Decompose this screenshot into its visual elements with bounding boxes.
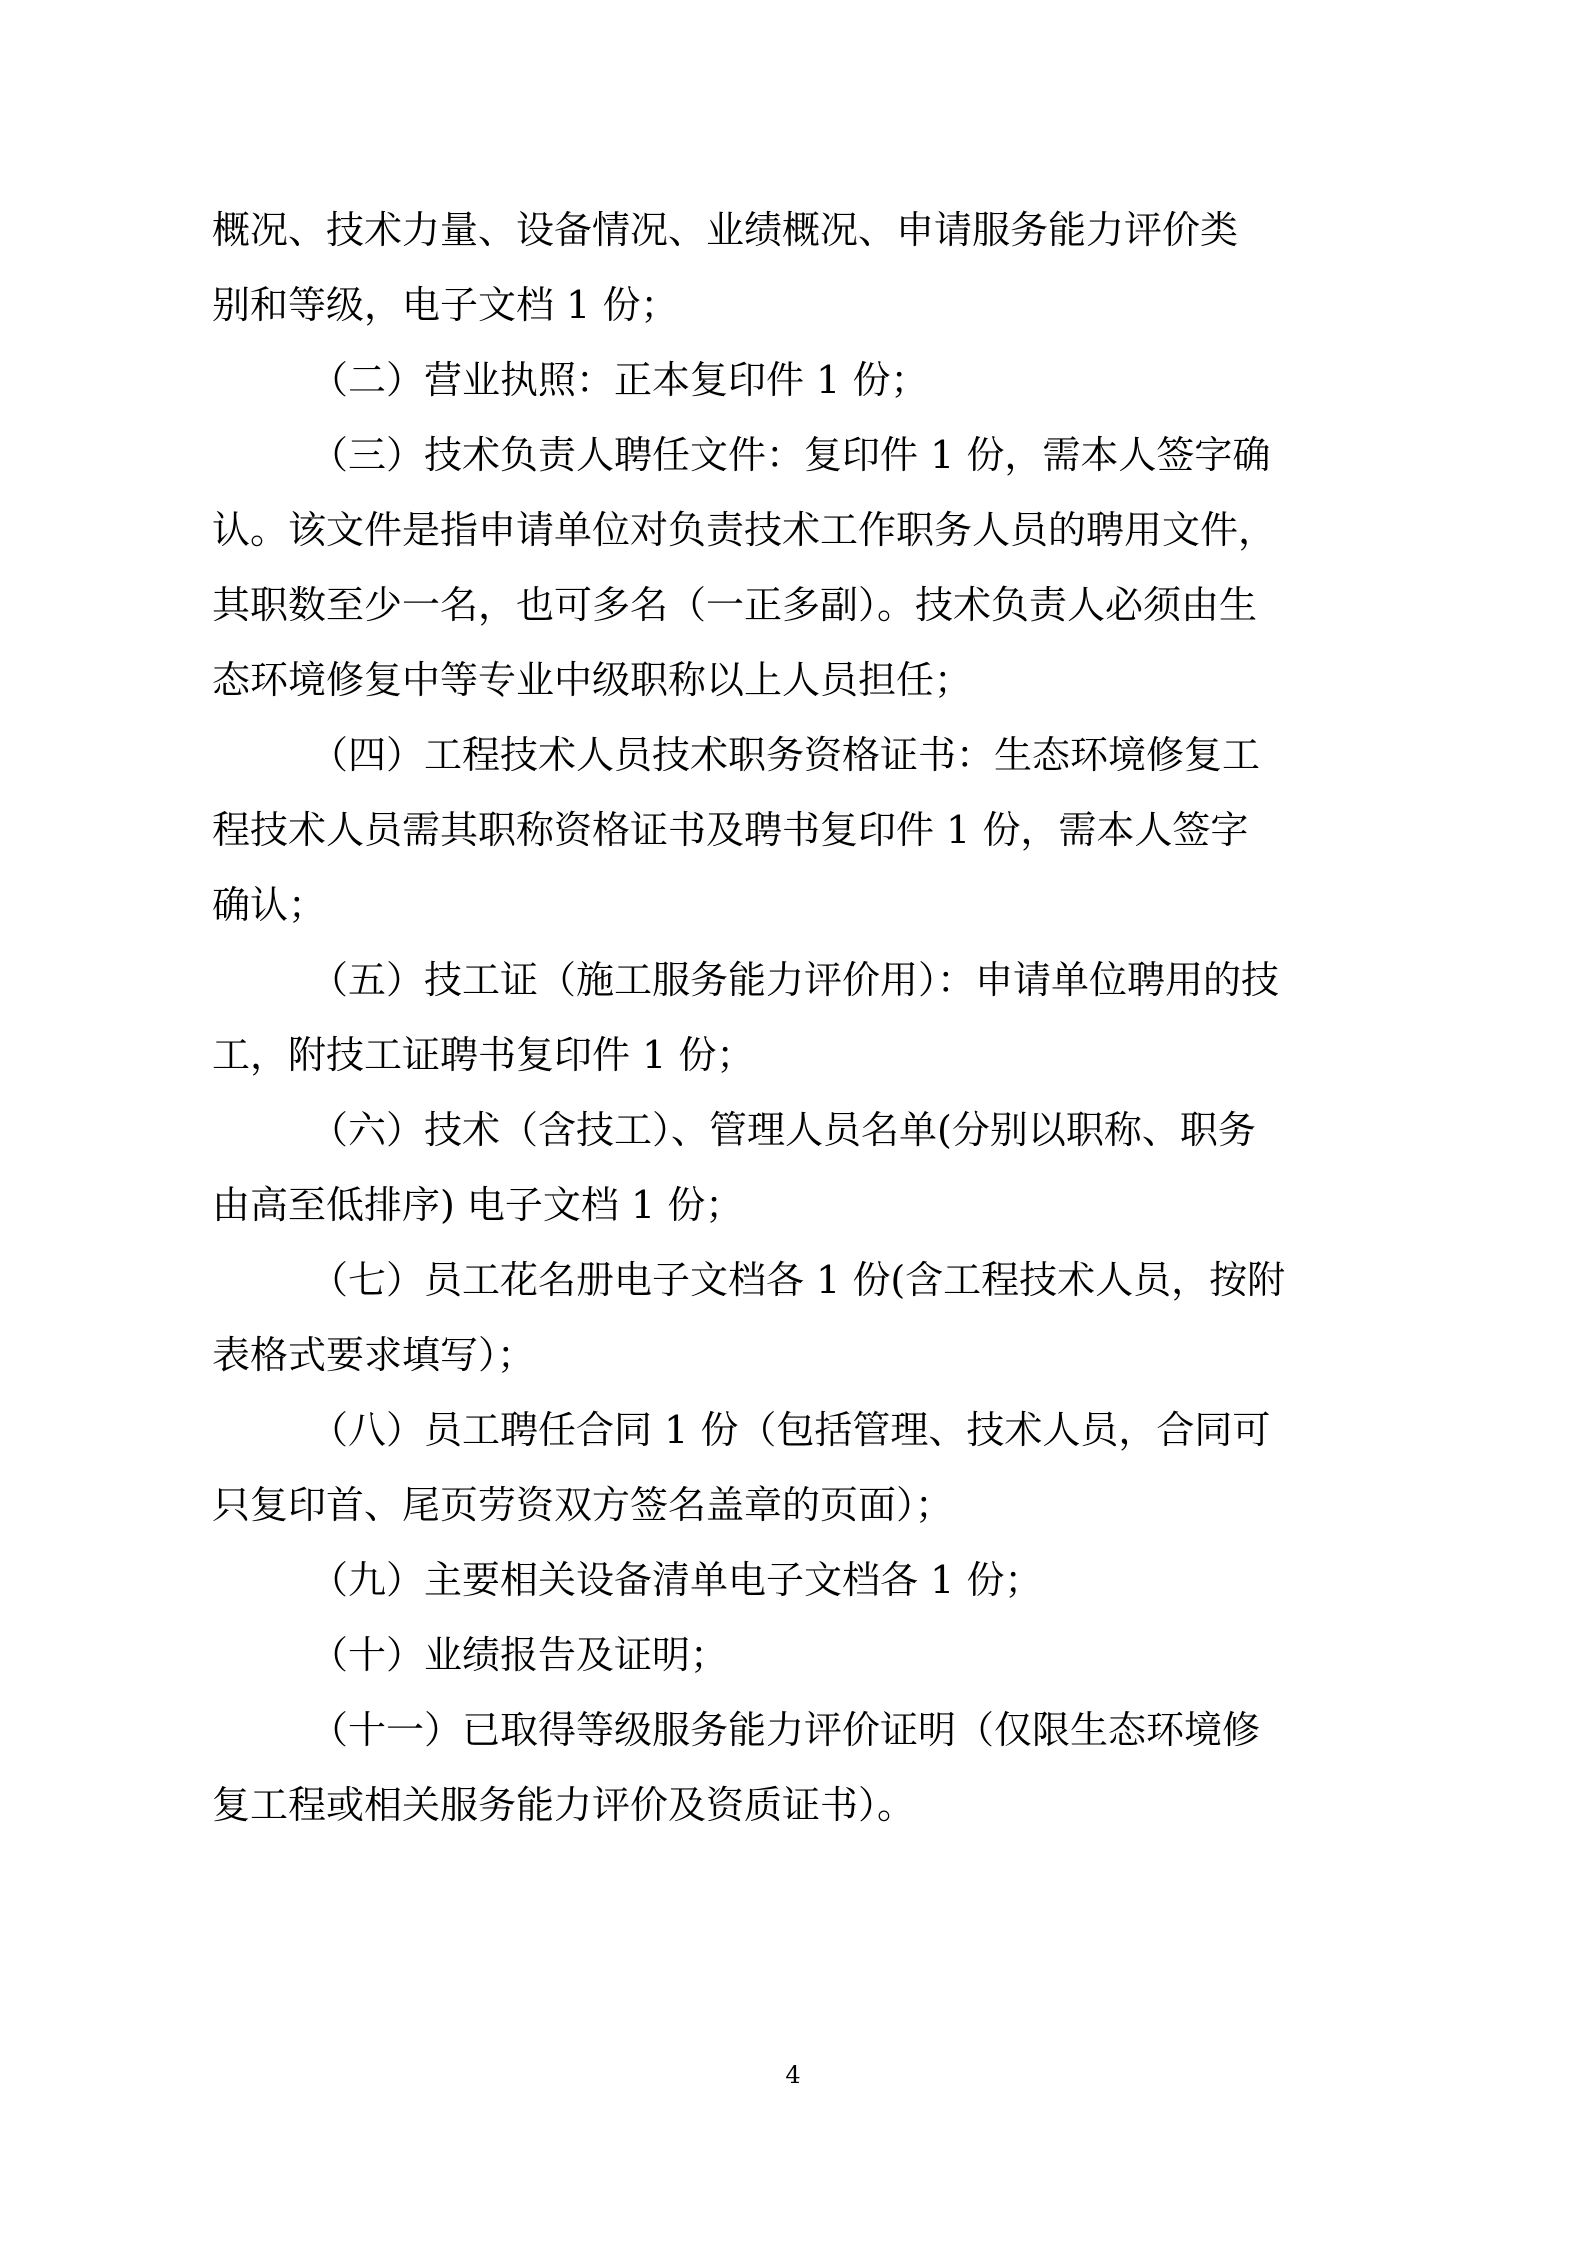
text-line-17: （八）员工聘任合同 1 份（包括管理、技术人员，合同可 [310,1408,1271,1452]
text-line-15: （七）员工花名册电子文档各 1 份(含工程技术人员，按附 [310,1258,1286,1302]
text-line-4: （三）技术负责人聘任文件：复印件 1 份，需本人签字确 [310,433,1271,477]
text-line-12: 工，附技工证聘书复印件 1 份； [212,1033,755,1077]
text-line-14: 由高至低排序) 电子文档 1 份； [212,1183,744,1227]
text-line-18: 只复印首、尾页劳资双方签名盖章的页面）； [212,1483,954,1527]
text-line-20: （十）业绩报告及证明； [310,1633,729,1677]
page-number: 4 [785,2061,801,2089]
text-line-10: 确认； [212,883,327,927]
text-line-5: 认。该文件是指申请单位对负责技术工作职务人员的聘用文件， [212,508,1277,552]
text-line-8: （四）工程技术人员技术职务资格证书：生态环境修复工 [310,733,1261,777]
text-line-21: （十一）已取得等级服务能力评价证明（仅限生态环境修 [310,1708,1261,1752]
text-line-19: （九）主要相关设备清单电子文档各 1 份； [310,1558,1043,1602]
text-line-22: 复工程或相关服务能力评价及资质证书）。 [212,1783,916,1827]
text-line-7: 态环境修复中等专业中级职称以上人员担任； [212,658,973,702]
text-line-6: 其职数至少一名，也可多名（一正多副）。技术负责人必须由生 [212,583,1258,627]
text-line-9: 程技术人员需其职称资格证书及聘书复印件 1 份，需本人签字 [212,808,1249,852]
text-line-13: （六）技术（含技工）、管理人员名单(分别以职称、职务 [310,1108,1256,1152]
text-line-3: （二）营业执照：正本复印件 1 份； [310,358,929,402]
text-line-1: 概况、技术力量、设备情况、业绩概况、申请服务能力评价类 [212,208,1239,252]
text-line-2: 别和等级，电子文档 1 份； [212,283,679,327]
text-line-16: 表格式要求填写）； [212,1333,536,1377]
text-line-11: （五）技工证（施工服务能力评价用）：申请单位聘用的技 [310,958,1280,1002]
